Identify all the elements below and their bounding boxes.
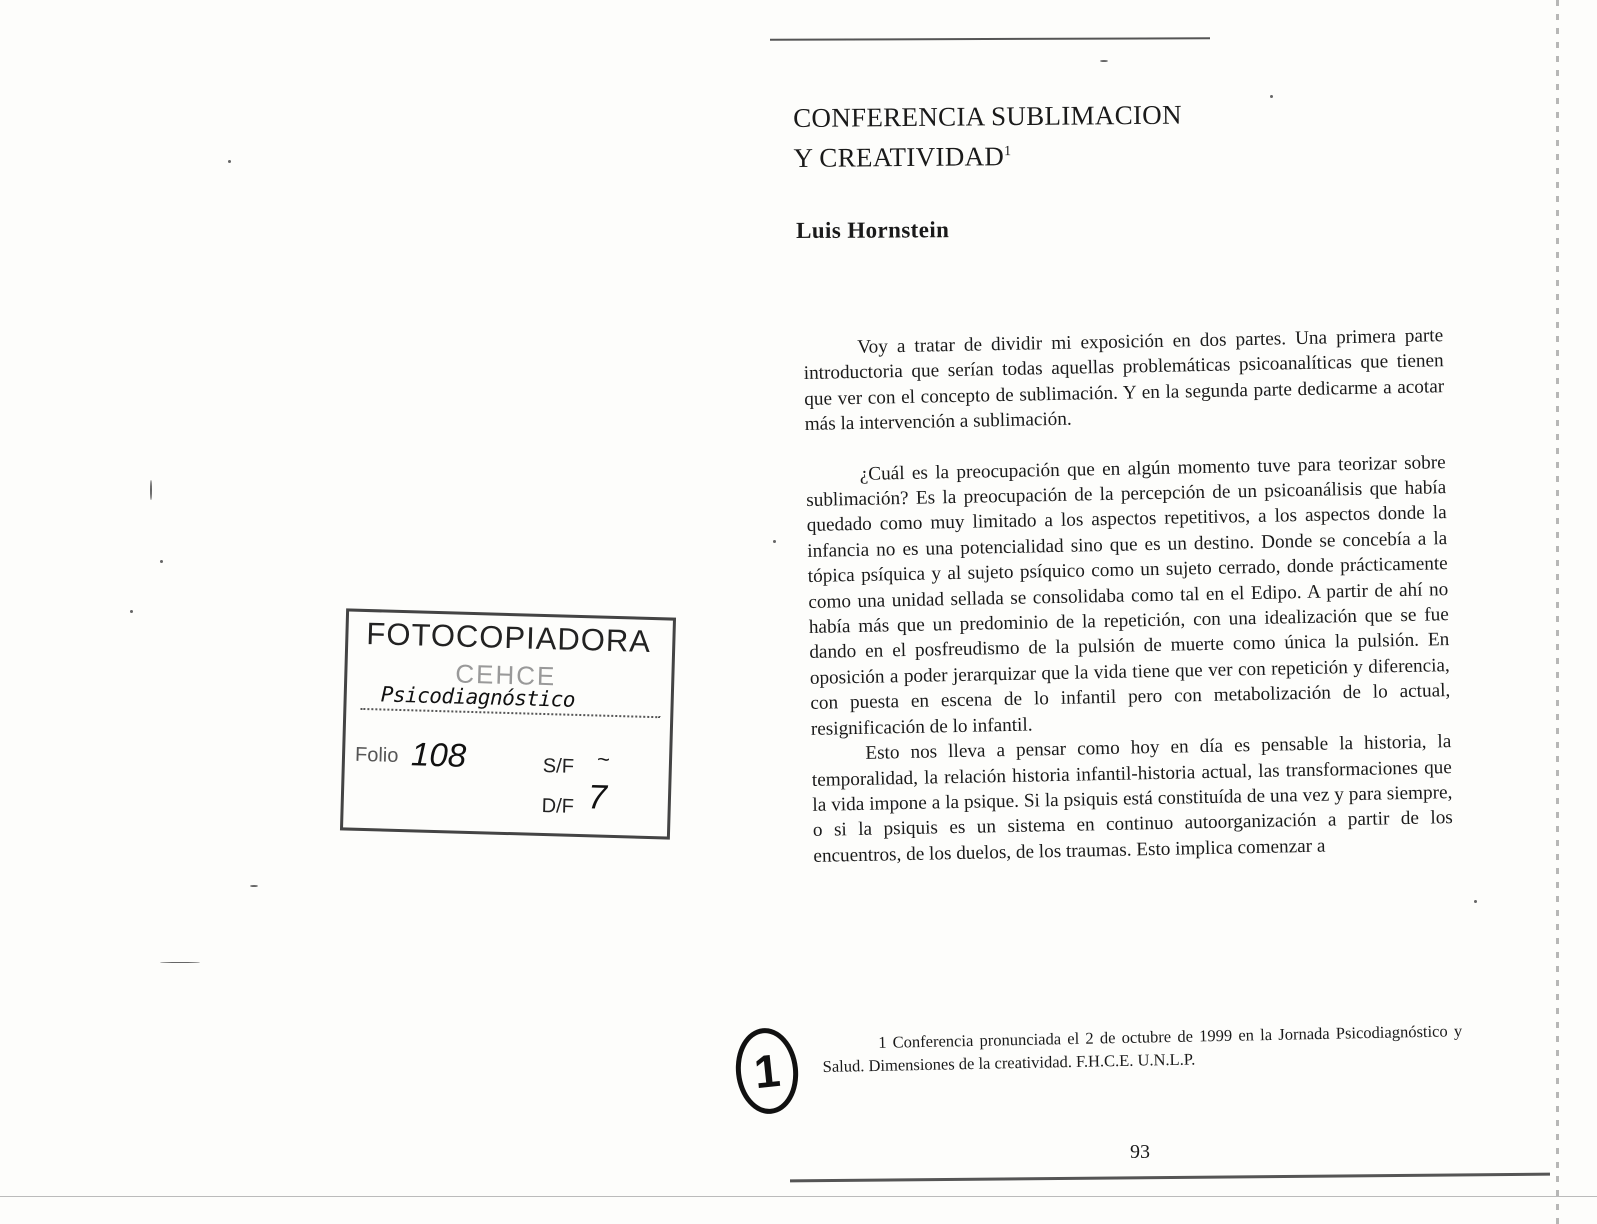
body-paragraph: ¿Cuál es la preocupación que en algún momento tuve para teorizar sobre sublimación? Es la preocupación de la percepción de un psicoanálisis que había quedado como muy limitado a los aspectos repetitivos, a los aspectos donde la infancia no es una potencialidad sino que es un destino. Donde se concebía a la tópica psíquica y al sujeto psíquico como un sujeto cerrado, donde prácticamente como una unidad sellada se consolidaba como tal en el Edipo. A partir de ahí no había más que un predominio de la repetición, con una idealización que se fue dando en el posfreudismo de la pulsión de muerte como única la pulsión. En oposición a poder jerarquizar que la vida tiene que ver con repetición y diferencia, con puesta en escena de lo infantil pero con metabolización de lo actual, resignificación de lo infantil. bbox=[806, 451, 1451, 740]
scan-edge-right bbox=[1556, 0, 1559, 1224]
stamp-folio-label: Folio bbox=[354, 743, 399, 767]
title-line-2: Y CREATIVIDAD bbox=[793, 141, 1005, 173]
scan-speck bbox=[250, 885, 258, 887]
stamp-df-label: D/F bbox=[541, 794, 575, 818]
stamp-subtitle: CEHCE bbox=[454, 658, 557, 692]
scan-edge-bottom bbox=[790, 1173, 1550, 1183]
scan-speck bbox=[1270, 95, 1273, 98]
photocopy-stamp bbox=[340, 608, 676, 839]
footnote bbox=[822, 1019, 1463, 1078]
scan-speck bbox=[1100, 60, 1108, 62]
stamp-folio-value: 108 bbox=[410, 735, 467, 774]
article-title bbox=[793, 97, 1182, 176]
body-paragraph: Esto nos lleva a pensar como hoy en día es pensable la historia, la temporalidad, la relación historia infantil-historia actual, las transformaciones que la vida impone a la psique. Si la psiquis está constituída de una vez y para siempre, o si la psiquis es un sistema en continuo autoorganización a partir de los encuentros, de los duelos, de los traumas. Esto implica comenzar a bbox=[811, 731, 1454, 867]
scan-speck bbox=[228, 160, 231, 163]
scan-speck bbox=[130, 610, 133, 613]
scan-speck bbox=[1474, 900, 1477, 903]
footnote-text: 1 Conferencia pronunciada el 2 de octubre de 1999 en la Jornada Psicodiagnóstico y Salud. Dimensiones de la creatividad. F.H.C.E. U.N.L.P. bbox=[822, 1021, 1463, 1076]
title-line-1: CONFERENCIA SUBLIMACION bbox=[793, 99, 1182, 133]
scan-speck bbox=[150, 480, 152, 500]
scan-speck bbox=[773, 540, 776, 543]
page-number: 93 bbox=[1130, 1141, 1150, 1163]
title-footnote-marker: 1 bbox=[1004, 144, 1012, 160]
stamp-handwritten-subject: Psicodiagnóstico bbox=[380, 682, 576, 712]
circled-number-mark: 1 bbox=[732, 1025, 803, 1117]
body-paragraph: Voy a tratar de dividir mi exposición en dos partes. Una primera parte introductoria que serían todas aquellas problemáticas psicoanalíticas que tienen que ver con el concepto de sublimación. Y en la segunda parte dedicarme a acotar más la intervención a sublimación. bbox=[803, 325, 1445, 436]
stamp-df-value: 7 bbox=[587, 778, 608, 817]
stamp-title: FOTOCOPIADORA bbox=[365, 616, 652, 659]
scan-edge-top bbox=[770, 37, 1210, 41]
stamp-sf-label: S/F bbox=[542, 754, 575, 778]
article-body bbox=[803, 323, 1454, 869]
author-name: Luis Hornstein bbox=[796, 217, 950, 243]
stamp-sf-value: ~ bbox=[596, 746, 611, 772]
scan-speck bbox=[160, 560, 163, 563]
scan-edge-bottom-faint bbox=[0, 1196, 1597, 1197]
scan-speck bbox=[160, 962, 200, 963]
